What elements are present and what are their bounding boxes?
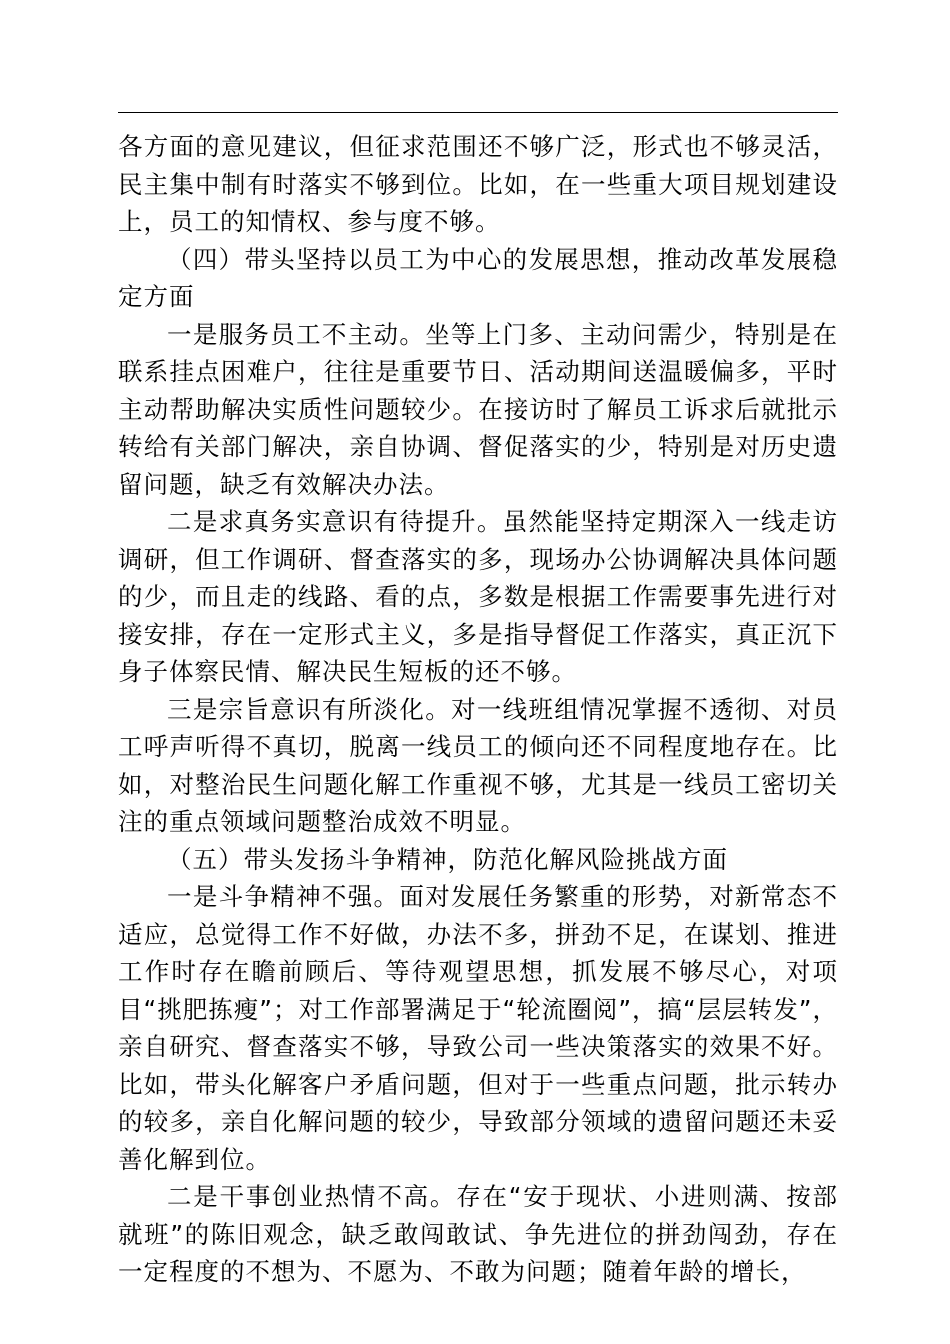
header-rule [118, 112, 838, 113]
paragraph-3: 一是服务员工不主动。坐等上门多、主动问需少，特别是在联系挂点困难户，往往是重要节日、活动期间送温暖偏多，平时主动帮助解决实质性问题较少。在接访时了解员工诉求后就批示转给有关部门解决，亲自协调、督促落实的少，特别是对历史遗留问题，缺乏有效解决办法。 [118, 319, 838, 499]
paragraph-8: 二是干事创业热情不高。存在“安于现状、小进则满、按部就班”的陈旧观念，缺乏敢闯敢试、争先进位的拼劲闯劲，存在一定程度的不想为、不愿为、不敢为问题；随着年龄的增长， [118, 1182, 838, 1286]
document-body [118, 128, 838, 1291]
paragraph-4: 二是求真务实意识有待提升。虽然能坚持定期深入一线走访调研，但工作调研、督查落实的多，现场办公协调解决具体问题的少，而且走的线路、看的点，多数是根据工作需要事先进行对接安排，存在一定形式主义，多是指导督促工作落实，真正沉下身子体察民情、解决民生短板的还不够。 [118, 507, 838, 686]
paragraph-7: 一是斗争精神不强。面对发展任务繁重的形势，对新常态不适应，总觉得工作不好做，办法不多，拼劲不足，在谋划、推进工作时存在瞻前顾后、等待观望思想，抓发展不够尽心，对项目“挑肥拣瘦”；对工作部署满足于“轮流圈阅”，搞“层层转发”，亲自研究、督查落实不够，导致公司一些决策落实的效果不好。比如，带头化解客户矛盾问题，但对于一些重点问题，批示转办的较多，亲自化解问题的较少，导致部分领域的遗留问题还未妥善化解到位。 [118, 882, 838, 1174]
section-heading-5: （五）带头发扬斗争精神，防范化解风险挑战方面 [167, 844, 728, 874]
paragraph-1: 各方面的意见建议，但征求范围还不够广泛，形式也不够灵活，民主集中制有时落实不够到位。比如，在一些重大项目规划建设上，员工的知情权、参与度不够。 [118, 132, 838, 236]
section-heading-4: （四）带头坚持以员工为中心的发展思想，推动改革发展稳定方面 [118, 244, 838, 311]
paragraph-5: 三是宗旨意识有所淡化。对一线班组情况掌握不透彻、对员工呼声听得不真切，脱离一线员工的倾向还不同程度地存在。比如，对整治民生问题化解工作重视不够，尤其是一线员工密切关注的重点领域问题整治成效不明显。 [118, 694, 838, 836]
